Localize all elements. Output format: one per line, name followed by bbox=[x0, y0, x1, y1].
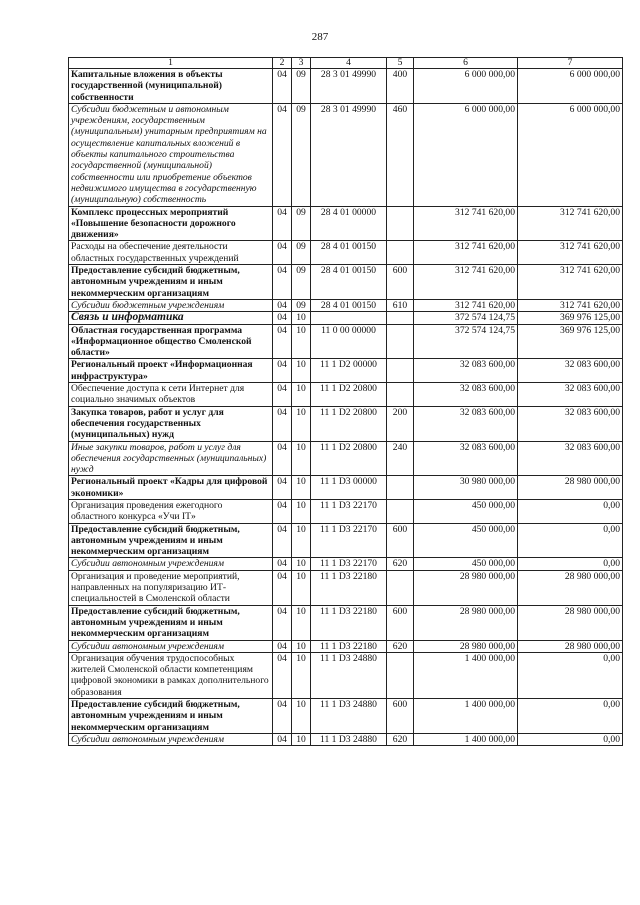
col-header: 3 bbox=[292, 58, 311, 69]
item-name: Капитальные вложения в объекты государственной (муниципальной) собственности bbox=[69, 69, 273, 104]
amount-year-1: 312 741 620,00 bbox=[414, 265, 518, 300]
amount-year-1: 28 980 000,00 bbox=[414, 570, 518, 605]
target-article-code: 28 4 01 00150 bbox=[311, 241, 387, 265]
subsection-code: 09 bbox=[292, 265, 311, 300]
expense-type-code bbox=[387, 359, 414, 383]
expense-type-code: 240 bbox=[387, 441, 414, 476]
subsection-code: 10 bbox=[292, 499, 311, 523]
item-name: Предоставление субсидий бюджетным, автономным учреждениям и иным некоммерческим организациям bbox=[69, 265, 273, 300]
table-row bbox=[69, 69, 623, 104]
item-name: Региональный проект «Информационная инфраструктура» bbox=[69, 359, 273, 383]
item-name: Организация обучения трудоспособных жителей Смоленской области компетенциям цифровой экономики в рамках дополнительного образования bbox=[69, 652, 273, 698]
table-row bbox=[69, 441, 623, 476]
subsection-code: 10 bbox=[292, 699, 311, 734]
amount-year-1: 372 574 124,75 bbox=[414, 312, 518, 324]
expense-type-code: 620 bbox=[387, 733, 414, 745]
section-code: 04 bbox=[273, 103, 292, 206]
item-name: Комплекс процессных мероприятий «Повышение безопасности дорожного движения» bbox=[69, 206, 273, 241]
target-article-code: 28 3 01 49990 bbox=[311, 69, 387, 104]
section-code: 04 bbox=[273, 605, 292, 640]
amount-year-2: 312 741 620,00 bbox=[518, 241, 623, 265]
target-article-code: 11 1 D3 24880 bbox=[311, 652, 387, 698]
section-code: 04 bbox=[273, 383, 292, 407]
col-header: 6 bbox=[414, 58, 518, 69]
target-article-code: 11 1 D3 22170 bbox=[311, 558, 387, 570]
item-name: Связь и информатика bbox=[69, 312, 273, 324]
target-article-code: 11 1 D3 22170 bbox=[311, 523, 387, 558]
expense-type-code: 200 bbox=[387, 406, 414, 441]
expense-type-code: 620 bbox=[387, 558, 414, 570]
amount-year-2: 32 083 600,00 bbox=[518, 359, 623, 383]
expense-type-code bbox=[387, 324, 414, 359]
section-code: 04 bbox=[273, 241, 292, 265]
expense-type-code bbox=[387, 652, 414, 698]
amount-year-2: 28 980 000,00 bbox=[518, 570, 623, 605]
amount-year-2: 0,00 bbox=[518, 558, 623, 570]
expense-type-code: 600 bbox=[387, 523, 414, 558]
amount-year-2: 6 000 000,00 bbox=[518, 103, 623, 206]
amount-year-2: 0,00 bbox=[518, 652, 623, 698]
target-article-code: 11 1 D2 00000 bbox=[311, 359, 387, 383]
target-article-code: 11 1 D3 00000 bbox=[311, 476, 387, 500]
subsection-code: 10 bbox=[292, 441, 311, 476]
table-row bbox=[69, 570, 623, 605]
item-name: Закупка товаров, работ и услуг для обеспечения государственных (муниципальных) нужд bbox=[69, 406, 273, 441]
amount-year-2: 28 980 000,00 bbox=[518, 605, 623, 640]
section-code: 04 bbox=[273, 312, 292, 324]
amount-year-2: 32 083 600,00 bbox=[518, 441, 623, 476]
amount-year-2: 28 980 000,00 bbox=[518, 640, 623, 652]
target-article-code: 11 1 D3 22180 bbox=[311, 640, 387, 652]
subsection-code: 10 bbox=[292, 383, 311, 407]
amount-year-1: 450 000,00 bbox=[414, 523, 518, 558]
expense-type-code: 400 bbox=[387, 69, 414, 104]
table-row bbox=[69, 640, 623, 652]
table-row bbox=[69, 265, 623, 300]
item-name: Субсидии автономным учреждениям bbox=[69, 640, 273, 652]
amount-year-2: 32 083 600,00 bbox=[518, 383, 623, 407]
amount-year-2: 312 741 620,00 bbox=[518, 299, 623, 311]
section-code: 04 bbox=[273, 499, 292, 523]
amount-year-2: 369 976 125,00 bbox=[518, 312, 623, 324]
amount-year-1: 312 741 620,00 bbox=[414, 206, 518, 241]
amount-year-2: 32 083 600,00 bbox=[518, 406, 623, 441]
table-row bbox=[69, 206, 623, 241]
subsection-code: 10 bbox=[292, 312, 311, 324]
item-name: Предоставление субсидий бюджетным, автономным учреждениям и иным некоммерческим организациям bbox=[69, 699, 273, 734]
section-code: 04 bbox=[273, 733, 292, 745]
item-name: Региональный проект «Кадры для цифровой экономики» bbox=[69, 476, 273, 500]
amount-year-2: 28 980 000,00 bbox=[518, 476, 623, 500]
amount-year-1: 1 400 000,00 bbox=[414, 699, 518, 734]
table-row bbox=[69, 652, 623, 698]
subsection-code: 09 bbox=[292, 241, 311, 265]
col-header: 5 bbox=[387, 58, 414, 69]
subsection-code: 10 bbox=[292, 733, 311, 745]
subsection-code: 10 bbox=[292, 570, 311, 605]
section-code: 04 bbox=[273, 299, 292, 311]
subsection-code: 09 bbox=[292, 69, 311, 104]
subsection-code: 10 bbox=[292, 324, 311, 359]
amount-year-2: 0,00 bbox=[518, 499, 623, 523]
amount-year-1: 28 980 000,00 bbox=[414, 640, 518, 652]
amount-year-1: 1 400 000,00 bbox=[414, 652, 518, 698]
amount-year-2: 6 000 000,00 bbox=[518, 69, 623, 104]
expense-type-code bbox=[387, 312, 414, 324]
section-code: 04 bbox=[273, 406, 292, 441]
amount-year-1: 32 083 600,00 bbox=[414, 383, 518, 407]
amount-year-2: 369 976 125,00 bbox=[518, 324, 623, 359]
target-article-code: 11 1 D3 22180 bbox=[311, 570, 387, 605]
expense-type-code: 460 bbox=[387, 103, 414, 206]
subsection-code: 10 bbox=[292, 476, 311, 500]
expense-type-code bbox=[387, 476, 414, 500]
amount-year-2: 0,00 bbox=[518, 733, 623, 745]
amount-year-2: 312 741 620,00 bbox=[518, 265, 623, 300]
section-code: 04 bbox=[273, 570, 292, 605]
amount-year-1: 6 000 000,00 bbox=[414, 69, 518, 104]
expense-type-code: 600 bbox=[387, 265, 414, 300]
table-row bbox=[69, 359, 623, 383]
section-code: 04 bbox=[273, 523, 292, 558]
target-article-code: 11 1 D3 22170 bbox=[311, 499, 387, 523]
target-article-code: 28 4 01 00150 bbox=[311, 299, 387, 311]
target-article-code: 28 4 01 00000 bbox=[311, 206, 387, 241]
amount-year-1: 372 574 124,75 bbox=[414, 324, 518, 359]
page-number: 287 bbox=[311, 31, 329, 43]
target-article-code: 11 1 D3 24880 bbox=[311, 699, 387, 734]
target-article-code bbox=[311, 312, 387, 324]
table-row bbox=[69, 499, 623, 523]
expense-type-code: 600 bbox=[387, 699, 414, 734]
item-name: Организация проведения ежегодного областного конкурса «Учи IT» bbox=[69, 499, 273, 523]
subsection-code: 09 bbox=[292, 103, 311, 206]
subsection-code: 10 bbox=[292, 605, 311, 640]
section-code: 04 bbox=[273, 206, 292, 241]
target-article-code: 28 3 01 49990 bbox=[311, 103, 387, 206]
col-header: 1 bbox=[69, 58, 273, 69]
amount-year-2: 0,00 bbox=[518, 699, 623, 734]
item-name: Субсидии автономным учреждениям bbox=[69, 558, 273, 570]
item-name: Обеспечение доступа к сети Интернет для социально значимых объектов bbox=[69, 383, 273, 407]
item-name: Субсидии бюджетным и автономным учреждениям, государственным (муниципальным) унитарным предприятиям на осуществление капитальных вложений в объекты капитального строительства государственной (муниципальной) собственности или приобретение объектов недвижимого имущества в государственную (муниципальную) собственность bbox=[69, 103, 273, 206]
target-article-code: 11 1 D3 22180 bbox=[311, 605, 387, 640]
table-row bbox=[69, 324, 623, 359]
subsection-code: 09 bbox=[292, 299, 311, 311]
table-row bbox=[69, 733, 623, 745]
item-name: Субсидии автономным учреждениям bbox=[69, 733, 273, 745]
table-row bbox=[69, 406, 623, 441]
table-row bbox=[69, 523, 623, 558]
subsection-code: 10 bbox=[292, 359, 311, 383]
table-row bbox=[69, 241, 623, 265]
amount-year-1: 32 083 600,00 bbox=[414, 441, 518, 476]
amount-year-1: 1 400 000,00 bbox=[414, 733, 518, 745]
item-name: Иные закупки товаров, работ и услуг для обеспечения государственных (муниципальных) нужд bbox=[69, 441, 273, 476]
item-name: Субсидии бюджетным учреждениям bbox=[69, 299, 273, 311]
subsection-code: 10 bbox=[292, 640, 311, 652]
section-code: 04 bbox=[273, 265, 292, 300]
amount-year-1: 28 980 000,00 bbox=[414, 605, 518, 640]
expense-type-code: 600 bbox=[387, 605, 414, 640]
subsection-code: 10 bbox=[292, 652, 311, 698]
item-name: Предоставление субсидий бюджетным, автономным учреждениям и иным некоммерческим организациям bbox=[69, 605, 273, 640]
expense-type-code: 610 bbox=[387, 299, 414, 311]
subsection-code: 10 bbox=[292, 406, 311, 441]
target-article-code: 11 1 D2 20800 bbox=[311, 383, 387, 407]
section-code: 04 bbox=[273, 652, 292, 698]
subsection-code: 10 bbox=[292, 558, 311, 570]
target-article-code: 11 1 D2 20800 bbox=[311, 441, 387, 476]
section-code: 04 bbox=[273, 699, 292, 734]
table-row bbox=[69, 558, 623, 570]
section-code: 04 bbox=[273, 476, 292, 500]
amount-year-1: 312 741 620,00 bbox=[414, 241, 518, 265]
expense-type-code: 620 bbox=[387, 640, 414, 652]
section-code: 04 bbox=[273, 69, 292, 104]
subsection-code: 09 bbox=[292, 206, 311, 241]
table-row bbox=[69, 699, 623, 734]
header-row bbox=[69, 58, 623, 69]
section-code: 04 bbox=[273, 441, 292, 476]
amount-year-2: 0,00 bbox=[518, 523, 623, 558]
section-code: 04 bbox=[273, 359, 292, 383]
amount-year-1: 6 000 000,00 bbox=[414, 103, 518, 206]
target-article-code: 28 4 01 00150 bbox=[311, 265, 387, 300]
item-name: Предоставление субсидий бюджетным, автономным учреждениям и иным некоммерческим организациям bbox=[69, 523, 273, 558]
amount-year-1: 450 000,00 bbox=[414, 499, 518, 523]
table-row bbox=[69, 476, 623, 500]
section-code: 04 bbox=[273, 558, 292, 570]
col-header: 7 bbox=[518, 58, 623, 69]
target-article-code: 11 1 D3 24880 bbox=[311, 733, 387, 745]
item-name: Расходы на обеспечение деятельности областных государственных учреждений bbox=[69, 241, 273, 265]
section-code: 04 bbox=[273, 640, 292, 652]
amount-year-1: 312 741 620,00 bbox=[414, 299, 518, 311]
amount-year-1: 450 000,00 bbox=[414, 558, 518, 570]
budget-table bbox=[68, 57, 623, 746]
table-row bbox=[69, 383, 623, 407]
expense-type-code bbox=[387, 241, 414, 265]
amount-year-2: 312 741 620,00 bbox=[518, 206, 623, 241]
table-row bbox=[69, 103, 623, 206]
item-name: Областная государственная программа «Информационное общество Смоленской области» bbox=[69, 324, 273, 359]
col-header: 2 bbox=[273, 58, 292, 69]
amount-year-1: 30 980 000,00 bbox=[414, 476, 518, 500]
col-header: 4 bbox=[311, 58, 387, 69]
expense-type-code bbox=[387, 206, 414, 241]
item-name: Организация и проведение мероприятий, направленных на популяризацию ИТ-специальностей в Смоленской области bbox=[69, 570, 273, 605]
table-row bbox=[69, 312, 623, 324]
subsection-code: 10 bbox=[292, 523, 311, 558]
target-article-code: 11 1 D2 20800 bbox=[311, 406, 387, 441]
expense-type-code bbox=[387, 570, 414, 605]
amount-year-1: 32 083 600,00 bbox=[414, 406, 518, 441]
target-article-code: 11 0 00 00000 bbox=[311, 324, 387, 359]
table-row bbox=[69, 299, 623, 311]
section-code: 04 bbox=[273, 324, 292, 359]
expense-type-code bbox=[387, 383, 414, 407]
expense-type-code bbox=[387, 499, 414, 523]
table-row bbox=[69, 605, 623, 640]
amount-year-1: 32 083 600,00 bbox=[414, 359, 518, 383]
